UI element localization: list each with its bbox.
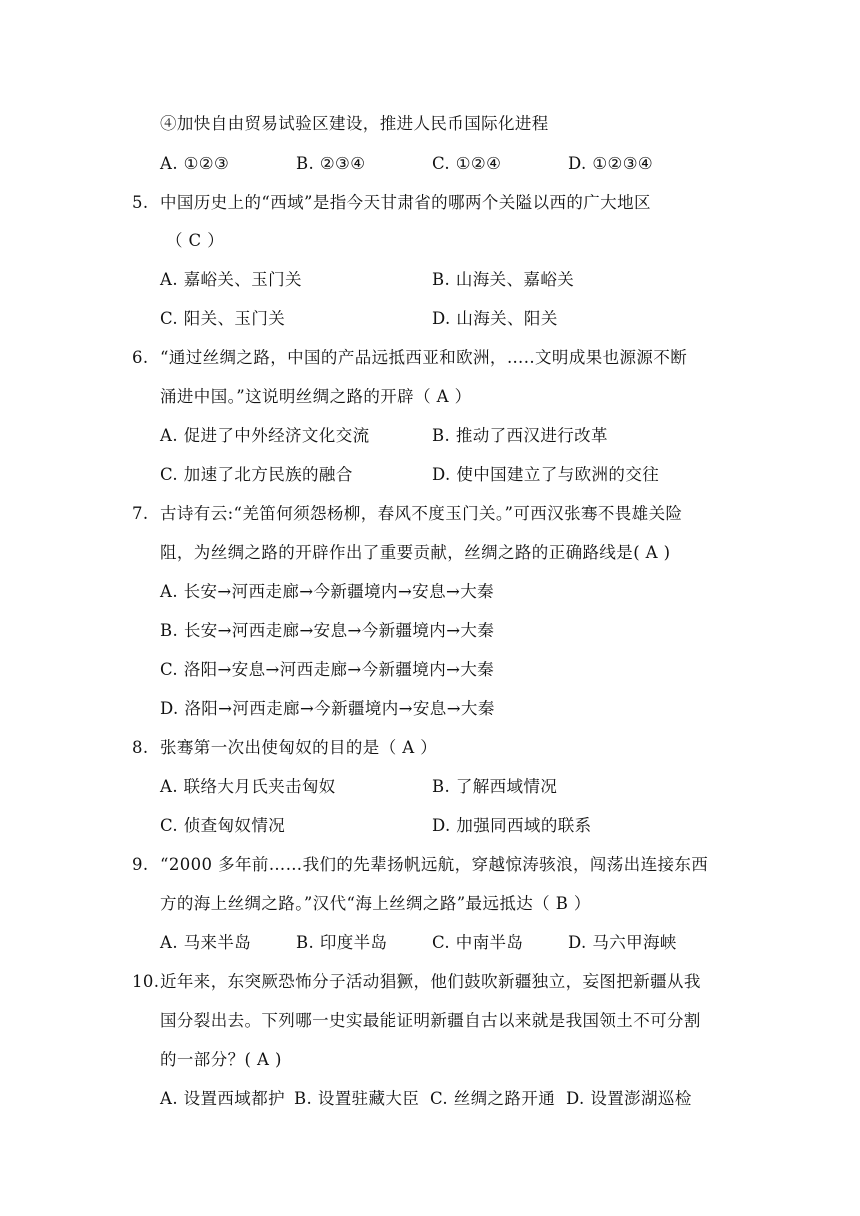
q4-option-d: D. ①②③④ bbox=[568, 154, 654, 173]
q10-option-d: D. 设置澎湖巡检 bbox=[566, 1089, 692, 1108]
q10-option-c: C. 丝绸之路开通 bbox=[430, 1089, 556, 1108]
q10-option-b: B. 设置驻藏大臣 bbox=[294, 1089, 420, 1108]
q5-option-c: C. 阳关、玉门关 bbox=[160, 309, 286, 328]
q7-option-b: B. 长安→河西走廊→安息→今新疆境内→大秦 bbox=[160, 621, 495, 640]
q4-option-b: B. ②③④ bbox=[296, 154, 366, 173]
q4-option-c: C. ①②④ bbox=[432, 154, 502, 173]
q5-option-a: A. 嘉峪关、玉门关 bbox=[160, 270, 302, 289]
q7-stem-line2: 阻，为丝绸之路的开辟作出了重要贡献，丝绸之路的正确路线是( A ) bbox=[160, 543, 671, 562]
q10-number: 10. bbox=[132, 972, 160, 991]
q6-stem-text: “通过丝绸之路，中国的产品远抵西亚和欧洲，…..文明成果也源源不断 bbox=[160, 348, 688, 367]
q9-number: 9. bbox=[132, 855, 149, 874]
q4-item-4: ④加快自由贸易试验区建设，推进人民币国际化进程 bbox=[160, 114, 549, 133]
q8-option-c: C. 侦查匈奴情况 bbox=[160, 816, 286, 835]
q4-option-a: A. ①②③ bbox=[160, 154, 230, 173]
q10-option-a: A. 设置西域都护 bbox=[160, 1089, 286, 1108]
q7-option-c: C. 洛阳→安息→河西走廊→今新疆境内→大秦 bbox=[160, 660, 495, 679]
q8-option-a: A. 联络大月氏夹击匈奴 bbox=[160, 777, 336, 796]
q9-option-b: B. 印度半岛 bbox=[296, 933, 388, 952]
q7-number: 7. bbox=[132, 504, 149, 523]
q7-stem-text: 古诗有云:“羌笛何须怨杨柳，春风不度玉门关。”可西汉张骞不畏雄关险 bbox=[160, 504, 683, 523]
q5-option-b: B. 山海关、嘉峪关 bbox=[432, 270, 575, 289]
q10-stem-line2: 国分裂出去。下列哪一史实最能证明新疆自古以来就是我国领土不可分割 bbox=[160, 1011, 701, 1030]
q7-option-d: D. 洛阳→河西走廊→今新疆境内→安息→大秦 bbox=[160, 699, 495, 718]
q8-number: 8. bbox=[132, 738, 149, 757]
q9-option-d: D. 马六甲海峡 bbox=[568, 933, 677, 952]
q8-option-d: D. 加强同西域的联系 bbox=[432, 816, 592, 835]
q6-option-a: A. 促进了中外经济文化交流 bbox=[160, 426, 370, 445]
q6-option-c: C. 加速了北方民族的融合 bbox=[160, 465, 353, 484]
q8-stem-text: 张骞第一次出使匈奴的目的是（ A ） bbox=[160, 738, 438, 757]
q5-option-d: D. 山海关、阳关 bbox=[432, 309, 558, 328]
q5-stem-text: 中国历史上的“西域”是指今天甘肃省的哪两个关隘以西的广大地区 bbox=[160, 193, 651, 212]
q5-answer: （ C ） bbox=[166, 231, 225, 250]
q6-stem-line2: 涌进中国。”这说明丝绸之路的开辟（ A ） bbox=[160, 387, 472, 406]
q9-option-a: A. 马来半岛 bbox=[160, 933, 252, 952]
q6-option-d: D. 使中国建立了与欧洲的交往 bbox=[432, 465, 660, 484]
q9-stem-text: “2000 多年前……我们的先辈扬帆远航，穿越惊涛骇浪，闯荡出连接东西 bbox=[160, 855, 709, 874]
q7-option-a: A. 长安→河西走廊→今新疆境内→安息→大秦 bbox=[160, 582, 495, 601]
q6-option-b: B. 推动了西汉进行改革 bbox=[432, 426, 608, 445]
q9-option-c: C. 中南半岛 bbox=[432, 933, 524, 952]
q6-number: 6. bbox=[132, 348, 149, 367]
q9-stem-line2: 方的海上丝绸之路。”汉代“海上丝绸之路”最远抵达（ B ） bbox=[160, 894, 591, 913]
q10-stem-text: 近年来，东突厥恐怖分子活动猖獗，他们鼓吹新疆独立，妄图把新疆从我 bbox=[160, 972, 701, 991]
q5-number: 5. bbox=[132, 193, 149, 212]
q10-stem-line3: 的一部分？( A ) bbox=[160, 1050, 282, 1069]
q8-option-b: B. 了解西域情况 bbox=[432, 777, 558, 796]
